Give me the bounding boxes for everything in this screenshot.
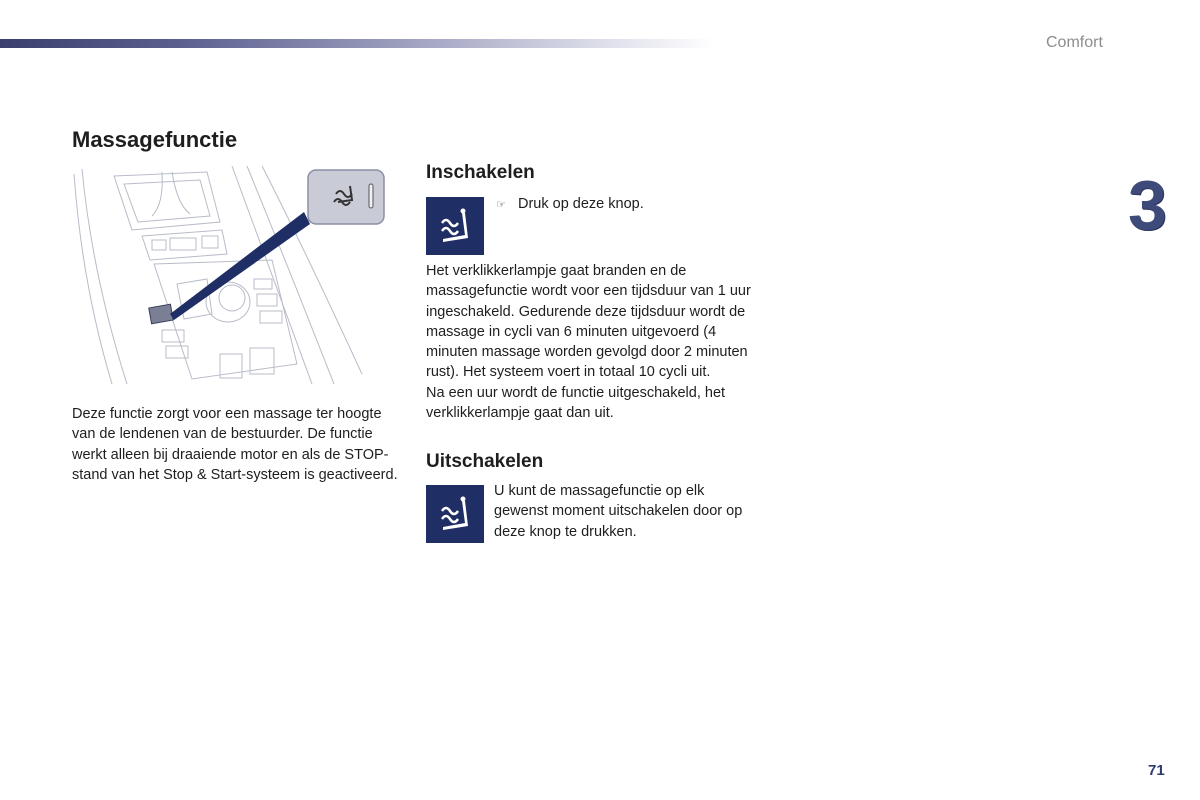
page-number: 71 <box>1148 762 1165 779</box>
activate-description-1: Het verklikkerlampje gaat branden en de massagefunctie wordt voor een tijdsduur van 1 uur ingeschakeld. Gedurende deze tijdsduur wordt de massage in cycli van 6 minuten uitgevoerd (4 minuten massage worden gevolgd door 2 minuten rust). Het systeem voert in totaal 10 cycli uit. <box>426 263 751 381</box>
massage-button-icon <box>426 197 484 255</box>
console-illustration <box>72 164 388 384</box>
deactivate-heading: Uitschakelen <box>426 451 544 472</box>
massage-button-icon-off <box>426 485 484 543</box>
deactivate-description: U kunt de massagefunctie op elk gewenst moment uitschakelen door op deze knop te drukken. <box>494 483 743 540</box>
page-title: Massagefunctie <box>72 127 238 152</box>
pointing-hand-icon: ☞ <box>496 199 506 211</box>
header-bar <box>0 39 715 48</box>
section-label: Comfort <box>1046 34 1103 51</box>
activate-heading: Inschakelen <box>426 162 535 183</box>
chapter-number: 3 <box>1128 166 1165 244</box>
massage-seat-icon <box>426 197 484 255</box>
intro-paragraph: Deze functie zorgt voor een massage ter hoogte van de lendenen van de bestuurder. De functie werkt alleen bij draaiende motor en als de STOP-stand van het Stop & Start-systeem is geactiveerd. <box>72 406 398 483</box>
activate-description-2: Na een uur wordt de functie uitgeschakeld, het verklikkerlampje gaat dan uit. <box>426 384 726 422</box>
bullet-text: Druk op deze knop. <box>518 196 644 212</box>
press-button-instruction <box>496 194 644 215</box>
activate-description <box>426 261 756 423</box>
massage-seat-icon <box>426 485 484 543</box>
